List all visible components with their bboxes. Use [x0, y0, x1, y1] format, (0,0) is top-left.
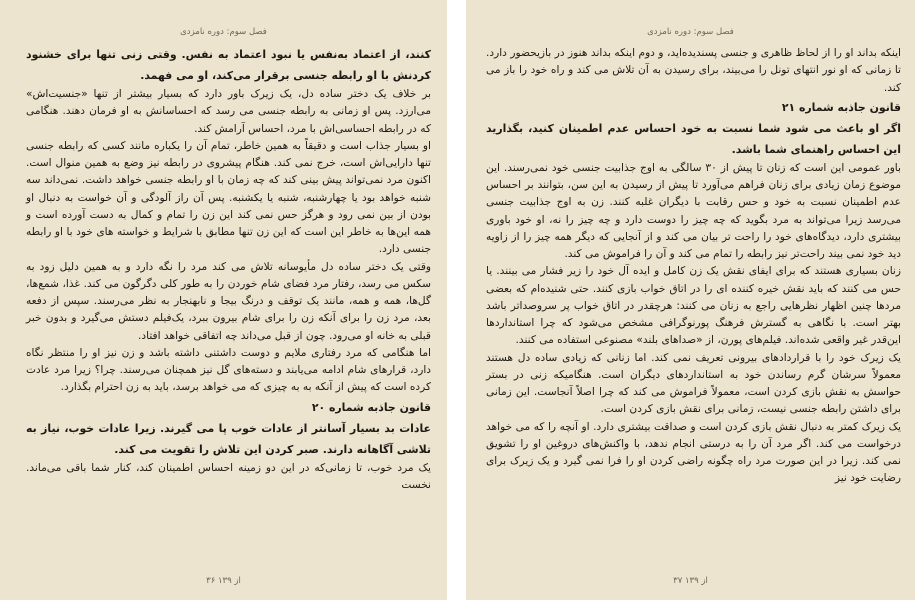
- rule-statement: عادات بد بسیار آسانتر از عادات خوب پا می گیرند. زیرا عادات خوب، نیاز به تلاشی آگاهانه دارند. صبر کردن این تلاش را تقویت می کند.: [26, 421, 431, 456]
- page-number: ۳۶ از ۱۳۹: [206, 576, 241, 586]
- paragraph: وقتی یک دختر ساده دل مأیوسانه تلاش می کند مرد را نگه دارد و به همین دلیل زود به سکس می رسد، رفتار مرد فضای شام خوردن را به طور کلی دگرگون می کند. غذا، شمع‌ها، گل‌ها، همه و همه، مانند یک توقف و درنگ بیجا و نابهنجار به نظر می‌رسند. سپس از دفعه بعد، مرد زن را برای آنکه زن را برای شام بیرون ببرد، یک‌فیلم دستش می‌گیرد و بدون خبر قبلی به خانه او می‌رود. چون از قبل می‌داند چه اتفاقی خواهد افتاد.: [26, 260, 431, 342]
- paragraph: باور عمومی این است که زنان تا پیش از ۳۰ سالگی به اوج جذابیت جنسی خود نمی‌رسند. این موضوع زمان زیادی برای زنان فراهم می‌آورد تا پیش از رسیدن به این سن، بتوانند بر احساس عدم اطمینان نسبت به خود و حس رقابت با دیگران غلبه کنند. زن به اوج جذابیت جنسی می‌رسد زیرا می‌تواند به مرد بگوید که چه چیز را دوست دارد و چه چیز را نه، او خود باوری بیشتری دارد، دیدگاه‌های خود را راحت تر بیان می کند و از آنجایی که دیگر همه چیز را از زاویه دید خود نمی بیند راحت‌تر نیز رابطه را تمام می کند و آن را فراموش می کند.: [486, 161, 901, 260]
- rule-statement: اگر او باعث می شود شما نسبت به خود احساس عدم اطمینان کنید، بگذارید این احساس راهنمای شما باشد.: [486, 121, 901, 156]
- paragraph: زنان بسیاری هستند که برای ایفای نقش یک زن کامل و ایده آل خود را زیر فشار می بینند. یا حس می کنند که باید نقش خیره کننده ای را در اتاق خواب بازی کنند. حتی شنیده‌ام که بعضی مردها چنین اظهار نظرهایی راجع به زنان می کنند: هرچقدر در اتاق خواب پر سروصداتر باشد بهتر است. با نگاهی به گسترش فرهنگ پورنوگرافی مشخص می‌شود که چرا استانداردها این‌قدر غیر واقعی شده‌اند. فیلم‌های پورن، از «صداهای بلند» مصنوعی استفاده می کنند.: [486, 265, 901, 347]
- paragraph: یک زیرک خود را با قراردادهای بیرونی تعریف نمی کند. اما زنانی که زیادی ساده دل هستند معمولاً سرشان گرم رساندن خود به استانداردهای دیگران است. هنگامیکه زنی در بستر حواسش به نقش بازی کردن است، معمولاً فراموش می کند که چرا اصلاً آنجاست. این زمانی برای داشتن رابطه جنسی نیست، زمانی برای نقش بازی کردن است.: [486, 351, 901, 416]
- right-page: [466, 0, 915, 600]
- page-number: ۳۷ از ۱۳۹: [673, 576, 708, 586]
- running-head: فصل سوم: دوره نامزدی: [180, 27, 267, 37]
- paragraph: او بسیار جذاب است و دقیقاً به همین خاطر، تمام آن را یکباره مانند کسی که رابطه جنسی تنها دارایی‌اش است، خرج نمی کند. هنگام پیشروی در رابطه نیز وضع به همین منوال است. اکنون مرد نمی‌تواند پیش بینی کند که چه زمان با او رابطه جنسی خواهد داشت. نمی‌داند سه شنبه خواهد بود یا چهارشنبه، شنبه یا یکشنبه. پس آن راز آلودگی و آن خواست به دنبال او بودن از بین نمی رود و هرگز حس نمی کند این زن را تمام و کمال به دست آورده است و همه این‌ها به خاطر این است که این زن تنها مطابق با شرایط و خواسته های خود با او رابطه جنسی دارد.: [26, 139, 431, 256]
- left-page: [0, 0, 447, 600]
- paragraph: یک زیرک کمتر به دنبال نقش بازی کردن است و صداقت بیشتری دارد. او آنچه را که می خواهد درخواست می کند. اگر مرد آن را به درستی انجام ندهد، با واکنش‌های دروغین او را تشویق نمی کند. زیرا در این صورت مرد راه چگونه راضی کردن او را فرا نمی گیرد و یک زیرک برای رضایت خود نیز: [486, 420, 901, 485]
- paragraph: کنند، از اعتماد به‌نفس یا نبود اعتماد به نفس. وقتی زنی تنها برای خشنود کردنش با او رابطه جنسی برقرار می‌کند، او می فهمد.: [26, 48, 431, 82]
- page-body: [26, 44, 431, 494]
- section-heading: قانون جاذبه شماره ۲۱: [781, 100, 901, 114]
- running-head: فصل سوم: دوره نامزدی: [647, 27, 734, 37]
- paragraph: بر خلاف یک دختر ساده دل، یک زیرک باور دارد که بسیار بیشتر از تنها «جنسیت‌اش» می‌ارزد. پس او زمانی به رابطه جنسی می رسد که احساسانش به او فرمان دهند. هنگامی که در رابطه احساسی‌اش با مرد، احساس آرامش کند.: [26, 88, 431, 135]
- page-body: [486, 45, 901, 488]
- paragraph: اما هنگامی که مرد رفتاری ملایم و دوست داشتنی داشته باشد و زن نیز او را منتظر نگاه دارد، قرارهای شام ادامه می‌یابند و دسته‌های گل نیز همچنان می‌رسند. چرا؟ زیرا مرد عادت کرده است که پیش از آنکه به به چیزی که می خواهد برسد، باید به زن احترام بگذارد.: [26, 346, 431, 394]
- paragraph: اینکه بداند او را از لحاظ ظاهری و جنسی پسندیده‌اید، و دوم اینکه بداند هنوز در بازیحضور دارد. تا زمانی که او نور انتهای تونل را می‌بیند، برای رسیدن به آن تلاش می کند و راه خود را باز می کند.: [486, 47, 901, 94]
- page-gutter: [447, 0, 466, 600]
- section-heading: قانون جاذبه شماره ۲۰: [311, 400, 431, 414]
- paragraph: یک مرد خوب، تا زمانی‌که در این دو زمینه احساس اطمینان کند، کنار شما باقی می‌ماند. نخست: [26, 461, 431, 491]
